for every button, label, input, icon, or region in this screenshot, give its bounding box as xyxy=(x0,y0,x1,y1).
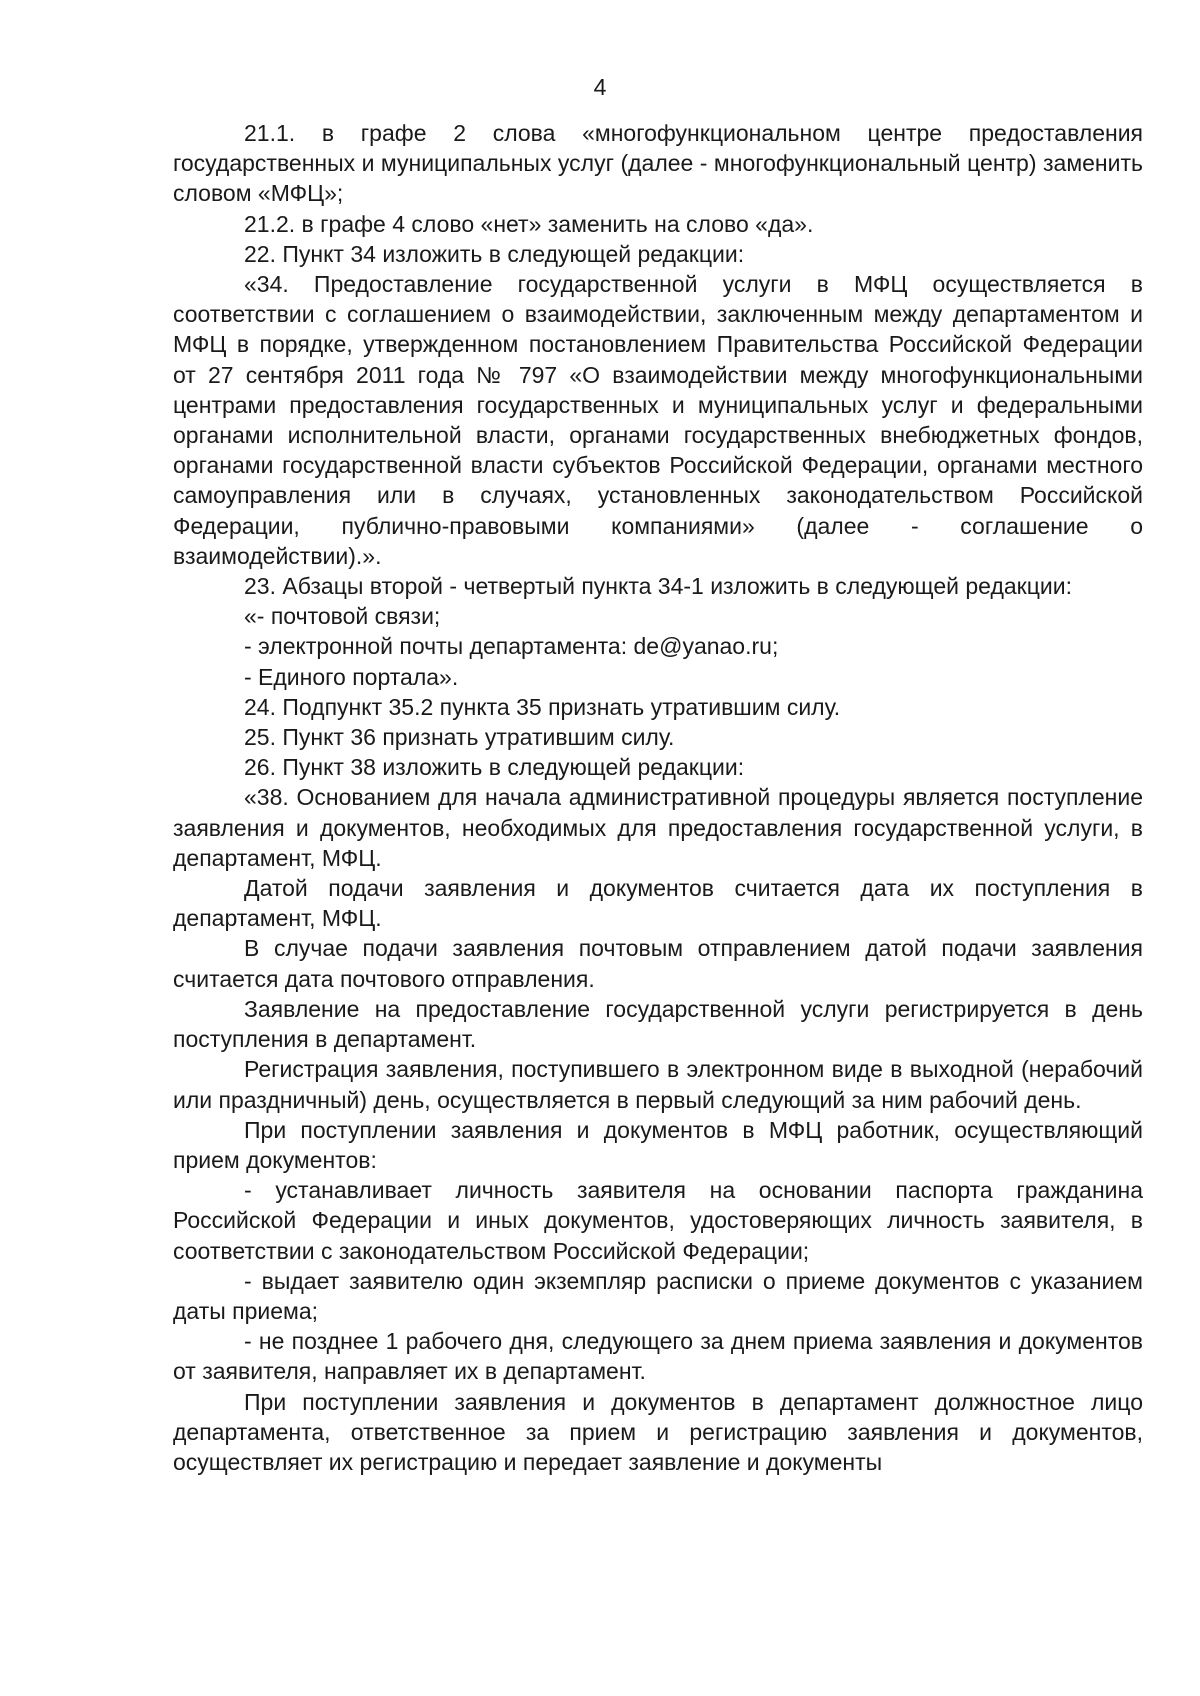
paragraph: Заявление на предоставление государственной услуги регистрируется в день поступления в департамент. xyxy=(173,995,1143,1053)
paragraph: 26. Пункт 38 изложить в следующей редакции: xyxy=(244,754,745,781)
paragraph: В случае подачи заявления почтовым отправлением датой подачи заявления считается дата почтового отправления. xyxy=(173,935,1143,992)
list-item: - не позднее 1 рабочего дня, следующего за днем приема заявления и документов от заявителя, направляет их в департамент. xyxy=(173,1328,1143,1385)
paragraph: 22. Пункт 34 изложить в следующей редакции: xyxy=(244,240,745,267)
paragraph: 21.2. в графе 4 слово «нет» заменить на слово «да». xyxy=(244,210,814,237)
paragraph: При поступлении заявления и документов в департамент должностное лицо департамента, ответственное за прием и регистрацию заявления и документов, осуществляет их регистрацию и передает заявление и документы xyxy=(173,1388,1143,1475)
paragraph: «34. Предоставление государственной услуги в МФЦ осуществляется в соответствии с соглашением о взаимодействии, заключенным между департаментом и МФЦ в порядке, утвержденном постановлением Правительства Российской Федерации от 27 сентября 2011 года № 797 «О взаимодействии между многофункциональными центрами предоставления государственных и муниципальных услуг и федеральными органами исполнительной власти, органами государственных внебюджетных фондов, органами государственной власти субъектов Российской Федерации, органами местного самоуправления или в случаях, установленных законодательством Российской Федерации, публично-правовыми компаниями» (далее - соглашение о взаимодействии).». xyxy=(173,271,1143,569)
list-item: «- почтовой связи; xyxy=(244,603,441,630)
list-item: - устанавливает личность заявителя на основании паспорта гражданина Российской Федерации и иных документов, удостоверяющих личность заявителя, в соответствии с законодательством Российской Федерации; xyxy=(173,1177,1143,1264)
page-number: 4 xyxy=(593,74,607,100)
paragraph: 24. Подпункт 35.2 пункта 35 признать утратившим силу. xyxy=(244,693,841,720)
paragraph: 25. Пункт 36 признать утратившим силу. xyxy=(244,724,675,751)
paragraph: При поступлении заявления и документов в МФЦ работник, осуществляющий прием документов: xyxy=(173,1116,1143,1173)
paragraph: 23. Абзацы второй - четвертый пункта 34-1 изложить в следующей редакции: xyxy=(244,573,1072,600)
list-item: - выдает заявителю один экземпляр расписки о приеме документов с указанием даты приема; xyxy=(173,1267,1143,1324)
list-item: - электронной почты департамента: de@yanao.ru; xyxy=(244,633,779,660)
paragraph: Датой подачи заявления и документов считается дата их поступления в департамент, МФЦ. xyxy=(173,875,1143,932)
paragraph: «38. Основанием для начала административной процедуры является поступление заявления и документов, необходимых для предоставления государственной услуги, в департамент, МФЦ. xyxy=(173,784,1143,871)
paragraph: 21.1. в графе 2 слова «многофункциональном центре предоставления государственных и муниципальных услуг (далее - многофункциональный центр) заменить словом «МФЦ»; xyxy=(173,120,1143,207)
document-body xyxy=(173,118,1143,1477)
list-item: - Единого портала». xyxy=(244,663,459,690)
paragraph: Регистрация заявления, поступившего в электронном виде в выходной (нерабочий или праздничный) день, осуществляется в первый следующий за ним рабочий день. xyxy=(173,1056,1143,1113)
